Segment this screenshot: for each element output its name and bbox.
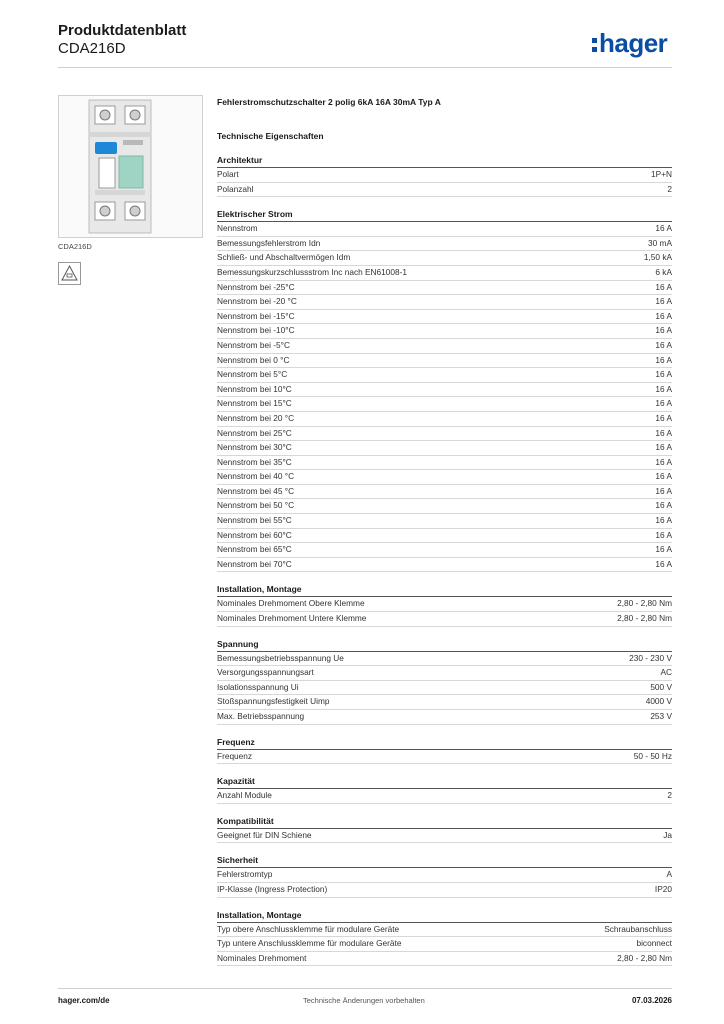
spec-row — [217, 710, 672, 725]
footer-disclaimer: Technische Änderungen vorbehalten — [303, 996, 425, 1005]
logo-text: hager — [599, 28, 668, 58]
spec-row — [217, 499, 672, 514]
spec-group — [217, 637, 672, 725]
spec-value: 16 A — [655, 456, 672, 467]
spec-label: Nominales Drehmoment Obere Klemme — [217, 598, 365, 609]
spec-row — [217, 354, 672, 369]
spec-value: 16 A — [655, 558, 672, 569]
spec-group-title: Elektrischer Strom — [217, 207, 672, 222]
spec-label: Bemessungskurzschlussstrom Inc nach EN61008-1 — [217, 266, 407, 277]
spec-label: Nennstrom — [217, 223, 258, 234]
spec-label: Nennstrom bei 30°C — [217, 442, 292, 453]
spec-label: Nennstrom bei 0 °C — [217, 354, 290, 365]
spec-group-title: Kapazität — [217, 774, 672, 789]
section-heading: Technische Eigenschaften — [217, 131, 324, 141]
spec-row — [217, 168, 672, 183]
logo-dots-icon — [592, 37, 597, 53]
spec-row — [217, 310, 672, 325]
document-title: Produktdatenblatt — [58, 22, 187, 39]
spec-value: 16 A — [655, 529, 672, 540]
spec-label: Nennstrom bei 65°C — [217, 544, 292, 555]
spec-label: Schließ- und Abschaltvermögen Idm — [217, 252, 351, 263]
spec-group — [217, 207, 672, 572]
header-divider — [58, 67, 672, 68]
spec-label: Nominales Drehmoment Untere Klemme — [217, 613, 367, 624]
spec-label: Nennstrom bei 50 °C — [217, 500, 295, 511]
hager-logo — [592, 28, 667, 59]
spec-label: Nennstrom bei 70°C — [217, 558, 292, 569]
spec-content — [217, 95, 672, 966]
spec-label: Stoßspannungsfestigkeit Uimp — [217, 696, 330, 707]
spec-label: Typ untere Anschlussklemme für modulare Geräte — [217, 938, 402, 949]
footer-date: 07.03.2026 — [631, 996, 672, 1005]
spec-row — [217, 789, 672, 804]
spec-row — [217, 251, 672, 266]
spec-label: Typ obere Anschlussklemme für modulare Geräte — [217, 923, 400, 934]
footer-divider — [58, 988, 672, 989]
certification-mark-icon — [58, 262, 81, 285]
spec-value: 2 — [667, 790, 672, 801]
spec-value: 16 A — [655, 412, 672, 423]
spec-label: Nennstrom bei -10°C — [217, 325, 295, 336]
spec-row — [217, 652, 672, 667]
spec-label: Polanzahl — [217, 183, 254, 194]
spec-value: 16 A — [655, 485, 672, 496]
rcd-device-icon — [59, 96, 202, 237]
spec-row — [217, 485, 672, 500]
spec-label: Nennstrom bei 5°C — [217, 369, 288, 380]
spec-value: 16 A — [655, 515, 672, 526]
spec-group-title: Spannung — [217, 637, 672, 652]
spec-value: 16 A — [655, 471, 672, 482]
spec-group-title: Architektur — [217, 153, 672, 168]
spec-value: 16 A — [655, 383, 672, 394]
spec-label: Nennstrom bei 60°C — [217, 529, 292, 540]
spec-value: 2 — [667, 183, 672, 194]
spec-label: Max. Betriebsspannung — [217, 711, 305, 721]
spec-value: Ja — [663, 829, 672, 840]
spec-label: Nennstrom bei 55°C — [217, 515, 292, 526]
spec-value: 16 A — [655, 339, 672, 350]
spec-value: 16 A — [655, 427, 672, 438]
spec-groups — [217, 153, 672, 966]
spec-label: Polart — [217, 169, 239, 179]
spec-row — [217, 681, 672, 696]
spec-value: A — [666, 869, 672, 880]
spec-label: Bemessungsfehlerstrom Idn — [217, 237, 321, 248]
spec-group — [217, 153, 672, 197]
spec-label: Frequenz — [217, 750, 253, 761]
spec-label: Bemessungsbetriebsspannung Ue — [217, 652, 344, 663]
spec-value: 1P+N — [651, 169, 672, 179]
spec-row — [217, 427, 672, 442]
spec-row — [217, 829, 672, 844]
spec-value: 1,50 kA — [643, 252, 672, 263]
spec-value: 2,80 - 2,80 Nm — [617, 952, 672, 963]
spec-value: 6 kA — [655, 266, 672, 277]
spec-row — [217, 597, 672, 612]
spec-label: Versorgungsspannungsart — [217, 667, 314, 678]
spec-value: 16 A — [655, 500, 672, 511]
spec-row — [217, 529, 672, 544]
spec-row — [217, 470, 672, 485]
spec-value: Schraubanschluss — [604, 923, 672, 934]
spec-row — [217, 558, 672, 573]
spec-row — [217, 514, 672, 529]
spec-row — [217, 383, 672, 398]
product-code: CDA216D — [58, 40, 126, 57]
spec-label: Nennstrom bei 15°C — [217, 398, 292, 409]
spec-label: Nominales Drehmoment — [217, 952, 307, 963]
spec-value: 16 A — [655, 442, 672, 453]
spec-value: 16 A — [655, 544, 672, 555]
spec-row — [217, 281, 672, 296]
spec-value: 253 V — [650, 711, 672, 721]
spec-row — [217, 543, 672, 558]
spec-label: Nennstrom bei -20 °C — [217, 296, 297, 307]
spec-label: Nennstrom bei 45 °C — [217, 485, 295, 496]
spec-label: Nennstrom bei -5°C — [217, 339, 290, 350]
spec-label: IP-Klasse (Ingress Protection) — [217, 883, 328, 894]
product-name: Fehlerstromschutzschalter 2 polig 6kA 16A 30mA Typ A — [217, 97, 441, 107]
spec-value: biconnect — [636, 938, 672, 949]
spec-value: 50 - 50 Hz — [633, 750, 672, 761]
spec-row — [217, 952, 672, 967]
spec-row — [217, 868, 672, 883]
spec-value: 16 A — [655, 223, 672, 234]
spec-value: 2,80 - 2,80 Nm — [617, 613, 672, 624]
spec-group — [217, 814, 672, 844]
spec-group-title: Kompatibilität — [217, 814, 672, 829]
spec-label: Nennstrom bei 35°C — [217, 456, 292, 467]
spec-row — [217, 397, 672, 412]
spec-row — [217, 295, 672, 310]
spec-label: Nennstrom bei 25°C — [217, 427, 292, 438]
spec-group — [217, 774, 672, 804]
spec-row — [217, 237, 672, 252]
spec-row — [217, 441, 672, 456]
spec-value: 230 - 230 V — [629, 652, 672, 663]
spec-label: Nennstrom bei -15°C — [217, 310, 295, 321]
spec-row — [217, 266, 672, 281]
spec-row — [217, 612, 672, 627]
footer-website-link[interactable]: hager.com/de — [58, 996, 110, 1005]
spec-value: 16 A — [655, 296, 672, 307]
spec-value: AC — [660, 667, 672, 678]
spec-value: 16 A — [655, 369, 672, 380]
spec-value: IP20 — [654, 883, 672, 894]
image-caption: CDA216D — [58, 242, 92, 251]
spec-value: 16 A — [655, 398, 672, 409]
spec-value: 16 A — [655, 354, 672, 365]
spec-row — [217, 695, 672, 710]
spec-label: Nennstrom bei 20 °C — [217, 412, 295, 423]
document-header — [58, 22, 186, 58]
spec-label: Nennstrom bei 10°C — [217, 383, 292, 394]
spec-label: Isolationsspannung Ui — [217, 681, 299, 692]
spec-value: 4000 V — [645, 696, 672, 707]
spec-row — [217, 339, 672, 354]
spec-value: 16 A — [655, 325, 672, 336]
spec-row — [217, 937, 672, 952]
spec-label: Nennstrom bei 40 °C — [217, 471, 295, 482]
spec-row — [217, 923, 672, 938]
spec-group — [217, 908, 672, 967]
spec-group-title: Sicherheit — [217, 853, 672, 868]
spec-row — [217, 456, 672, 471]
spec-label: Fehlerstromtyp — [217, 869, 273, 880]
spec-row — [217, 222, 672, 237]
spec-row — [217, 883, 672, 898]
spec-group — [217, 582, 672, 626]
spec-value: 16 A — [655, 281, 672, 292]
spec-row — [217, 750, 672, 765]
spec-row — [217, 412, 672, 427]
spec-label: Nennstrom bei -25°C — [217, 281, 295, 292]
spec-group-title: Installation, Montage — [217, 582, 672, 597]
spec-label: Anzahl Module — [217, 790, 272, 801]
spec-group-title: Installation, Montage — [217, 908, 672, 923]
spec-group-title: Frequenz — [217, 735, 672, 750]
spec-value: 500 V — [650, 681, 672, 692]
spec-group — [217, 853, 672, 897]
spec-value: 2,80 - 2,80 Nm — [617, 598, 672, 609]
spec-row — [217, 368, 672, 383]
spec-row — [217, 183, 672, 198]
spec-group — [217, 735, 672, 765]
spec-value: 30 mA — [648, 237, 672, 248]
spec-value: 16 A — [655, 310, 672, 321]
spec-row — [217, 324, 672, 339]
spec-label: Geeignet für DIN Schiene — [217, 829, 312, 840]
spec-row — [217, 666, 672, 681]
product-image — [58, 95, 203, 238]
